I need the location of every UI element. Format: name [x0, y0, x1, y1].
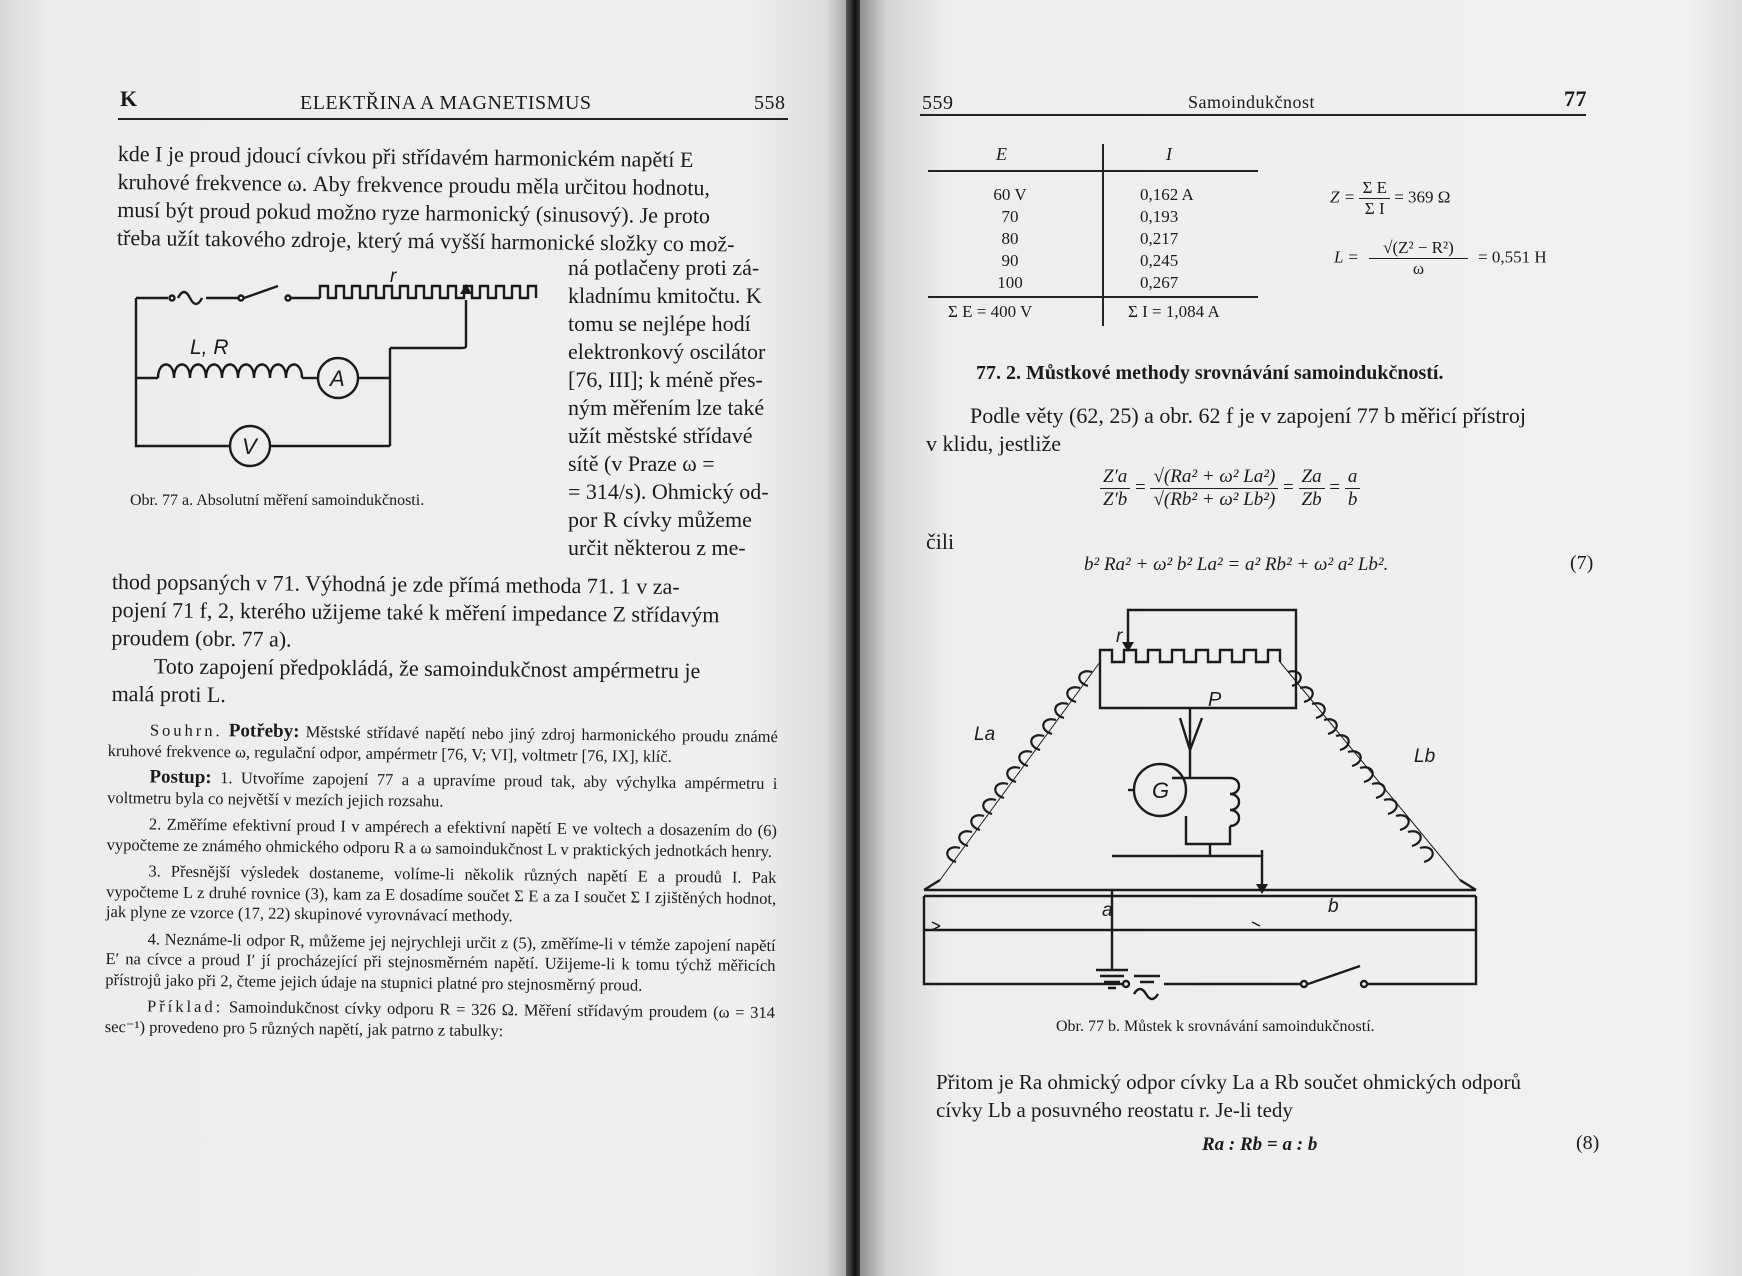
procedure-label: Postup:: [149, 766, 212, 789]
header-mark: 77: [1564, 86, 1587, 111]
header-rule: [118, 118, 788, 120]
label-lb: Lb: [1414, 746, 1436, 767]
formula-num: √(Z² − R²): [1369, 238, 1468, 259]
closing-paragraph: [936, 1068, 1596, 1124]
table-header-e: E: [996, 144, 1007, 164]
summary-step-1: [107, 767, 777, 815]
wrap-paragraph: [568, 254, 782, 562]
table-col-e: [980, 184, 1040, 294]
formula-den: Zb: [1301, 489, 1322, 510]
table-sum-e: Σ E = 400 V: [948, 302, 1033, 321]
table-cell: 0,245: [1140, 251, 1179, 270]
figure-77a: [128, 268, 568, 478]
formula-num: √(Ra² + ω² La²): [1150, 466, 1278, 489]
formula-num: Σ E: [1359, 178, 1390, 199]
text-line: [76, III]; k méně přes-: [568, 367, 763, 392]
intro-paragraph: [117, 140, 786, 259]
label-lr: L, R: [190, 336, 229, 359]
bridge-equation: $\frac{Z'a}{Z'b}$ = $\frac{\text{√(Ra² + ω² La²)}}{\text{√(Rb² + ω² Lb²)}}$ = $\frac{Za}{Zb}$ = $\frac{a}{b}$: [1100, 466, 1360, 511]
summary-needs: [108, 720, 778, 768]
equation-7-number: (7): [1570, 552, 1594, 574]
text-line: pojení 71 f, 2, kterého užijeme také k měření impedance Z střídavým: [111, 596, 720, 628]
text-line: kde I je proud jdoucí cívkou při střídavém harmonickém napětí E: [117, 140, 694, 173]
label-a: a: [1102, 900, 1113, 921]
table-header-i: I: [1166, 144, 1172, 164]
text-line: cívky Lb a posuvného reostatu r. Je-li tedy: [936, 1098, 1293, 1122]
formula-den: ω: [1412, 259, 1425, 278]
text-line: musí být proud pokud možno ryze harmonický (sinusový). Je proto: [117, 196, 711, 229]
text-line: por R cívky můžeme: [568, 507, 752, 532]
summary-step-2: 2. Změříme efektivní proud I v ampérech a efektivní napětí E ve voltech a dosazením do (6) vypočteme ze známého ohmického odporu R a ω samoindukčnost L v praktických jednotkách henry.: [106, 814, 777, 861]
formula-num: Z′a: [1100, 466, 1130, 489]
table-cell: 0,217: [1140, 229, 1179, 248]
text-line: malá proti L.: [111, 680, 226, 707]
section-title: 77. 2. Můstkové methody srovnávání samoindukčností.: [976, 362, 1444, 384]
after-figure-paragraph: [111, 568, 782, 658]
left-page: [0, 0, 852, 1276]
formula-num: a: [1345, 466, 1361, 489]
text-line: určit některou z me-: [568, 535, 746, 560]
figure-caption-77b: Obr. 77 b. Můstek k srovnávání samoindukčností.: [1056, 1018, 1375, 1035]
table-cell: 0,267: [1140, 273, 1179, 292]
second-paragraph: [112, 652, 782, 714]
table-cell: 70: [1001, 207, 1019, 226]
formula-z: [1330, 178, 1450, 219]
text-line: proudem (obr. 77 a).: [111, 624, 292, 652]
cili-word: čili: [926, 529, 955, 554]
formula-part: L =: [1334, 247, 1359, 267]
summary-example: [105, 996, 775, 1044]
header-mark: K: [120, 86, 138, 111]
text-line: thod popsaných v 71. Výhodná je zde přímá methoda 71. 1 v za-: [111, 568, 680, 599]
table-cell: 90: [1001, 251, 1019, 270]
equation-8-number: (8): [1576, 1132, 1600, 1154]
label-r: r: [1116, 626, 1123, 647]
text-line: Toto zapojení předpokládá, že samoindukčnost ampérmetru je: [153, 653, 701, 684]
table-cell: 100: [997, 273, 1023, 292]
page-number: 558: [754, 92, 786, 114]
table-sum-i: Σ I = 1,084 A: [1128, 302, 1220, 321]
example-text: Samoindukčnost cívky odporu R = 326 Ω. Měření střídavým proudem (ω = 314 sec⁻¹) provedeno pro 5 různých napětí, jak patrno z tabulky:: [104, 997, 776, 1040]
text-line: ným měřením lze také: [568, 395, 765, 420]
text-line: kladnímu kmitočtu. K: [568, 283, 762, 308]
label-p: P: [1208, 689, 1222, 711]
text-line: Podle věty (62, 25) a obr. 62 f je v zapojení 77 b měřicí přístroj: [970, 403, 1526, 428]
equation-7: b² Ra² + ω² b² La² = a² Rb² + ω² a² Lb².: [1084, 554, 1389, 575]
equation-8: Ra : Rb = a : b: [1202, 1134, 1318, 1155]
table-cell: 80: [1001, 229, 1019, 248]
table-cell: 0,162 A: [1140, 185, 1194, 204]
step-text: 1. Utvoříme zapojení 77 a a upravíme proud tak, aby výchylka ampérmetru i voltmetru byla co největší v mezích jejich rozsahu.: [107, 768, 778, 811]
formula-den: Σ I: [1364, 199, 1385, 218]
summary-block: [105, 720, 778, 1044]
text-line: ná potlačeny proti zá-: [568, 255, 760, 280]
text-line: Přitom je Ra ohmický odpor cívky La a Rb součet ohmických odporů: [936, 1070, 1521, 1094]
figure-77b: [920, 600, 1590, 1010]
page-number: 559: [922, 92, 954, 114]
text-line: elektronkový oscilátor: [568, 339, 766, 364]
label-la: La: [974, 724, 996, 745]
text-line: tomu se nejlépe hodí: [568, 311, 751, 336]
header-rule: [920, 114, 1586, 116]
text-line: sítě (v Praze ω =: [568, 451, 715, 476]
formula-result: = 369 Ω: [1394, 187, 1451, 207]
figure-caption-77a: Obr. 77 a. Absolutní měření samoindukčnosti.: [130, 492, 425, 509]
formula-l: [1334, 238, 1547, 279]
label-r: r: [390, 268, 397, 287]
formula-num: Za: [1299, 466, 1325, 489]
voltmeter-label: V: [242, 434, 257, 459]
needs-text: Městské střídavé napětí nebo jiný zdroj harmonického proudu známé kruhové frekvence ω, regulační odpor, ampérmetr [76, V; VI], voltmetr [76, IX], klíč.: [107, 722, 778, 766]
summary-step-4: 4. Neznáme-li odpor R, můžeme jej nejrychleji určit z (5), změříme-li v témže zapojení napětí E′ na cívce a proud I′ jí procházející při stejnosměrném napětí. Užijeme-li k tomu týchž měřicích přístrojů jako při 2, čteme jejich údaje na stupnici platné pro stejnosměrný proud.: [105, 928, 776, 995]
summary-step-3: 3. Přesnější výsledek dostaneme, volíme-li několik různých napětí E a proudů I. Pak vypočteme L z druhé rovnice (3), kam za E dosadíme součet Σ E a za I součet Σ I zjištěných hodnot, jak plyne ze vzorce (17, 22) skupinové vyrovnávací methody.: [105, 861, 777, 926]
table-cell: 0,193: [1140, 207, 1179, 226]
table-col-i: [1140, 184, 1194, 294]
text-line: = 314/s). Ohmický od-: [568, 479, 769, 504]
table-cell: 60 V: [993, 185, 1027, 204]
ammeter-label: A: [330, 366, 345, 391]
formula-den: √(Rb² + ω² Lb²): [1153, 489, 1276, 510]
formula-den: Z′b: [1103, 489, 1128, 510]
formula-den: b: [1347, 489, 1358, 510]
label-b: b: [1328, 896, 1339, 917]
galvanometer-label: G: [1152, 778, 1170, 803]
text-line: kruhové frekvence ω. Aby frekvence proudu měla určitou hodnotu,: [117, 168, 711, 201]
text-line: v klidu, jestliže: [926, 431, 1062, 456]
formula-part: Z =: [1330, 187, 1356, 207]
example-label: Příklad:: [146, 996, 224, 1017]
text-line: třeba užít takového zdroje, který má vyšší harmonické složky co mož-: [116, 224, 735, 257]
right-page: [860, 0, 1742, 1276]
running-title: ELEKTŘINA A MAGNETISMUS: [300, 92, 592, 114]
text-line: užít městské střídavé: [568, 423, 753, 448]
section-paragraph: [926, 402, 1594, 458]
formula-result: = 0,551 H: [1478, 247, 1547, 267]
needs-label: Potřeby:: [228, 720, 300, 743]
summary-label: Souhrn.: [149, 720, 223, 741]
running-title: Samoindukčnost: [1188, 92, 1315, 112]
